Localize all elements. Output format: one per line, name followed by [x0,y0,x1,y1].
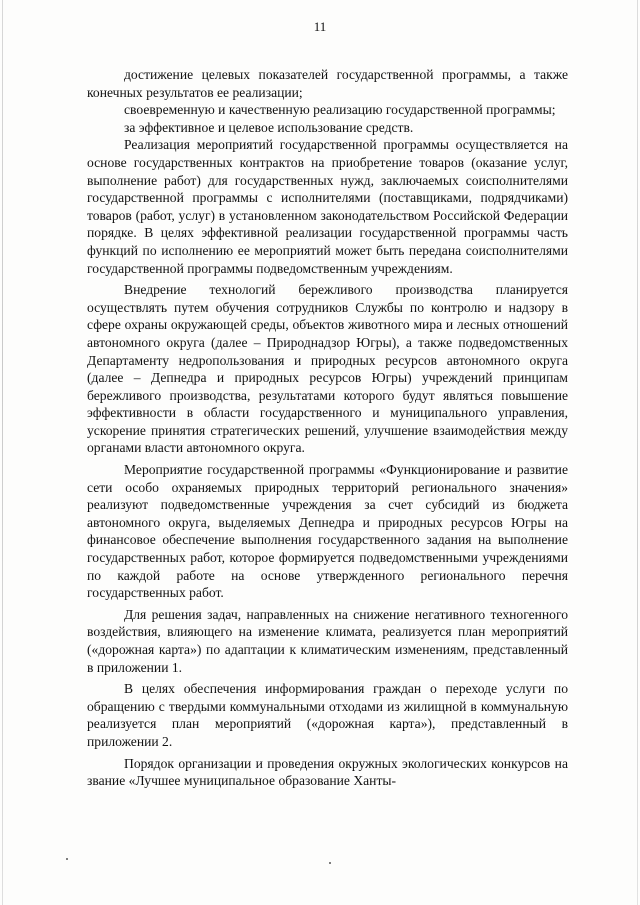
paragraph: Для решения задач, направленных на снижение негативного техногенного воздействия, влияющего на изменение климата, реализуется план мероприятий («дорожная карта») по адаптации к климатическим изменениям, представленный в приложении 1. [87,606,568,675]
scan-edge-right [637,0,638,905]
body-text [87,66,568,790]
scan-edge-left [2,0,3,905]
scan-speck [66,858,68,860]
paragraph: своевременную и качественную реализацию государственной программы; [124,102,556,118]
page-number: 11 [313,19,327,34]
paragraph: Мероприятие государственной программы «Функционирование и развитие сети особо охраняемых природных территорий регионального значения» реализуют подведомственные учреждения за счет субсидий из бюджета автономного округа, выделяемых Депнедра и природных ресурсов Югры на финансовое обеспечение выполнения государственного задания на выполнение государственных работ, которое формируется подведомственными учреждениями по каждой работе на основе утвержденного регионального перечня государственных работ. [87,462,568,601]
scan-speck [329,862,331,864]
paragraph: Внедрение технологий бережливого производства планируется осуществлять путем обучения сотрудников Службы по контролю и надзору в сфере охраны окружающей среды, объектов животного мира и лесных отношений автономного округа (далее – Природнадзор Югры), а также подведомственных Департаменту недропользования и природных ресурсов автономного округа (далее – Депнедра и природных ресурсов Югры) учреждений принципам бережливого производства, результатами которого будут являться повышение эффективности в области государственного и муниципального управления, ускорение принятия стратегических решений, улучшение взаимодействия между органами власти автономного округа. [87,282,568,456]
paragraph: Порядок организации и проведения окружных экологических конкурсов на звание «Лучшее муниципальное образование Ханты- [87,755,568,789]
paragraph: В целях обеспечения информирования граждан о переходе услуги по обращению с твердыми коммунальными отходами из жилищной в коммунальную реализуется план мероприятий («дорожная карта»), представленный в приложении 2. [87,681,568,749]
paragraph: достижение целевых показателей государственной программы, а также конечных результатов ее реализации; [87,67,568,100]
paragraph: за эффективное и целевое использование средств. [124,119,414,135]
paragraph: Реализация мероприятий государственной программы осуществляется на основе государственных контрактов на приобретение товаров (оказание услуг, выполнение работ) для государственных нужд, заключаемых соисполнителями государственной программы с исполнителями (поставщиками, подрядчиками) товаров (работ, услуг) в установленном законодательством Российской Федерации порядке. В целях эффективной реализации государственной программы часть функций по исполнению ее мероприятий может быть передана соисполнителями государственной программы подведомственным учреждениям. [87,137,568,276]
